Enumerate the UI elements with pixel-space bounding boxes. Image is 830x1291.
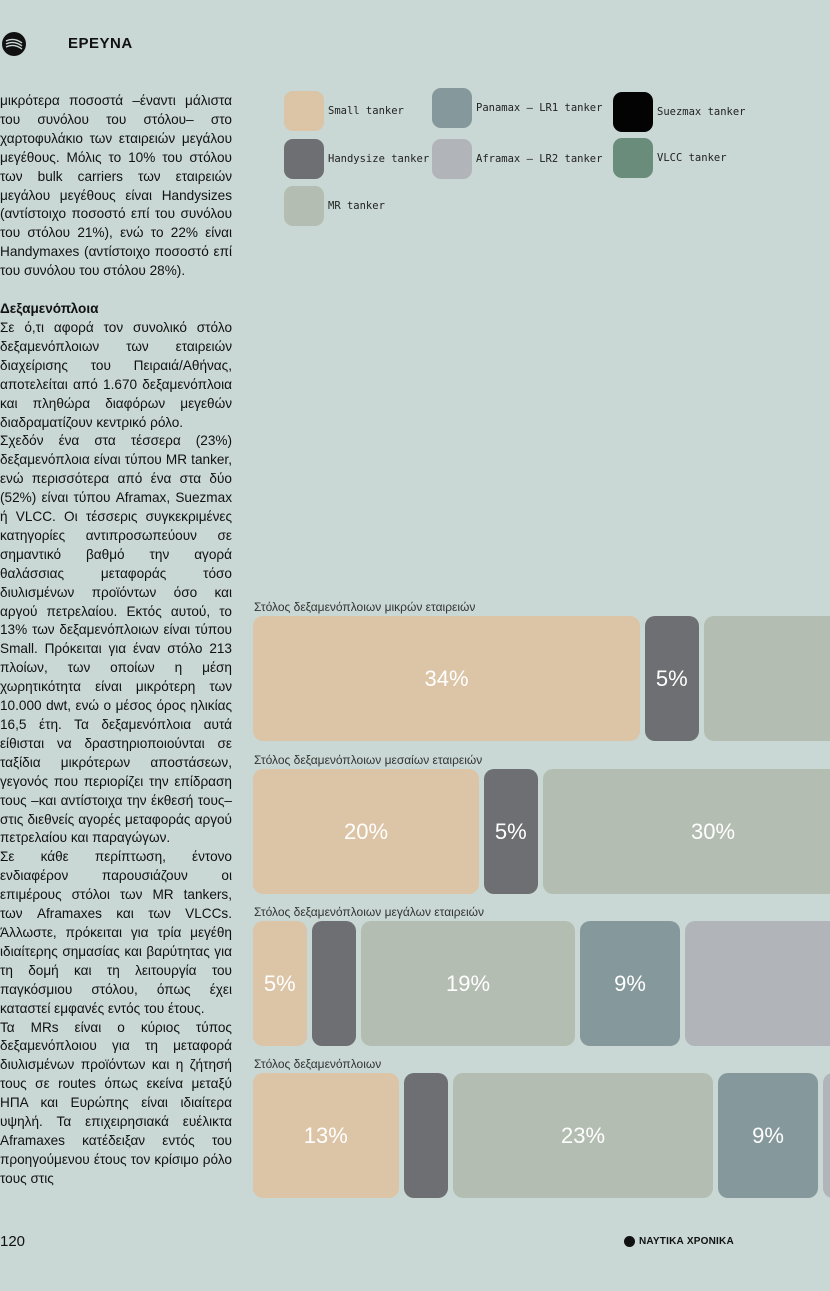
legend-swatch <box>432 139 472 179</box>
bar-segment <box>404 1073 448 1198</box>
bar-segment: 5% <box>484 769 538 894</box>
bar-segment: 5% <box>253 921 307 1046</box>
legend-label: MR tanker <box>328 200 385 212</box>
paragraph: Σε ό,τι αφορά τον συνολικό στόλο δεξαμενόπλοιων των εταιρειών διαχείρισης του Πειραιά/Αθήνας, αποτελείται από 1.670 δεξαμενόπλοια και πληθώρα διαφόρων μεγεθών διαδραματίζουν κεντρικό ρόλο. <box>0 319 232 430</box>
bar-segment: 20% <box>253 769 479 894</box>
legend-label: VLCC tanker <box>657 152 727 164</box>
legend-swatch <box>284 186 324 226</box>
bar-segment: 34% <box>253 616 640 741</box>
page-number: 120 <box>0 1233 26 1250</box>
wave-lines-icon <box>5 38 23 50</box>
chart-title: Στόλος δεξαμενόπλοιων <box>254 1057 382 1071</box>
article-text <box>0 92 232 1189</box>
chart-title: Στόλος δεξαμενόπλοιων μεσαίων εταιρειών <box>254 753 483 767</box>
legend-item <box>284 91 404 131</box>
brand-logo-icon <box>624 1236 635 1247</box>
bar-segment <box>685 921 830 1046</box>
legend-item <box>432 88 602 128</box>
paragraph: Σχεδόν ένα στα τέσσερα (23%) δεξαμενόπλοια είναι τύπου MR tanker, ενώ περισσότερα από ένα στα δύο (52%) είναι τύπου Aframax, Suezmax ή VLCC. Οι τέσσερις συγκεκριμένες κατηγορίες αντιπροσωπεύουν σε σημαντικό βαθμό την αγορά θαλάσσιας μεταφοράς τόσο διυλισμένων προϊόντων όσο και αργού πετρελαίου. Εκτός αυτού, το 13% των δεξαμενόπλοιων είναι τύπου Small. Πρόκειται για έναν στόλο 213 πλοίων, των οποίων η μέση χωρητικότητα είναι μικρότερη των 10.000 dwt, ενώ ο μέσος όρος ηλικίας 16,5 έτη. Τα δεξαμενόπλοια αυτά είθισται να δραστηριοποιούνται σε ταξίδια μικρότερων αποστάσεων, γεγονός που περιορίζει την επίδραση τους –και αντίστοιχα την έκθεσή τους– στις διεθνείς αγορές μεταφοράς αργού πετρελαίου και παραγώγων. <box>0 433 232 846</box>
paragraph: μικρότερα ποσοστά –έναντι μάλιστα του συνόλου του στόλου– στο χαρτοφυλάκιο των εταιρειών μεγάλου μεγέθους. Μόλις το 10% του στόλου των bulk carriers των εταιρειών μεγάλου μεγέθους είναι Handysizes (αντίστοιχο ποσοστό επί του συνόλου του στόλου 21%), ενώ το 22% είναι Handymaxes (αντίστοιχο ποσοστό επί του συνόλου του στόλου 28%). <box>0 93 232 279</box>
magazine-logo-icon <box>2 32 26 56</box>
bar-segment: 23% <box>453 1073 714 1198</box>
bar-segment: 30% <box>543 769 830 894</box>
footer-brand <box>624 1236 734 1247</box>
legend-item <box>432 139 602 179</box>
bar-segment: 13% <box>253 1073 399 1198</box>
chart-title: Στόλος δεξαμενόπλοιων μικρών εταιρειών <box>254 600 476 614</box>
legend-label: Suezmax tanker <box>657 106 746 118</box>
bar-segment <box>823 1073 830 1198</box>
legend-swatch <box>432 88 472 128</box>
subheading: Δεξαμενόπλοια <box>0 301 99 317</box>
bar-segment: 9% <box>580 921 680 1046</box>
chart-title: Στόλος δεξαμενόπλοιων μεγάλων εταιρειών <box>254 905 485 919</box>
bar-segment: 19% <box>361 921 576 1046</box>
bar-segment: 5% <box>645 616 699 741</box>
bar-segment <box>312 921 356 1046</box>
bar-segment <box>704 616 830 741</box>
legend-label: Handysize tanker <box>328 153 430 165</box>
legend-label: Small tanker <box>328 105 404 117</box>
bar-segment: 9% <box>718 1073 818 1198</box>
legend-swatch <box>284 91 324 131</box>
section-title: ΕΡΕΥΝΑ <box>68 35 133 52</box>
legend-item <box>284 139 429 179</box>
legend-swatch <box>613 138 653 178</box>
legend-label: Panamax – LR1 tanker <box>476 102 603 114</box>
legend-item <box>613 92 746 132</box>
legend-swatch <box>613 92 653 132</box>
legend-item <box>613 138 727 178</box>
brand-name: ΝΑΥΤΙΚΑ ΧΡΟΝΙΚΑ <box>639 1236 734 1247</box>
legend-label: Aframax – LR2 tanker <box>476 153 603 165</box>
paragraph: Τα MRs είναι ο κύριος τύπος δεξαμενόπλοιου για τη μεταφορά διυλισμένων προϊόντων και η ζήτησή τους σε routes όπως εκείνα μεταξύ ΗΠΑ και Ευρώπης είναι ιδιαίτερα υψηλή. Τα επιχειρησιακά ευέλικτα Aframaxes κατέδειξαν εντός του προηγούμενου έτους τον κρίσιμο ρόλο τους στις <box>0 1019 232 1186</box>
paragraph: Σε κάθε περίπτωση, έντονο ενδιαφέρον παρουσιάζουν οι επιμέρους στόλοι των MR tankers, των Aframaxes και των VLCCs. Άλλωστε, πρόκειται για τρία μεγέθη ιδιαίτερης σημασίας και βαρύτητας για τη δομή και τη λειτουργία του παγκόσμιου στόλου, όπως έχει καταστεί εμφανές εντός του έτους. <box>0 849 232 1016</box>
legend-swatch <box>284 139 324 179</box>
legend-item <box>284 186 385 226</box>
